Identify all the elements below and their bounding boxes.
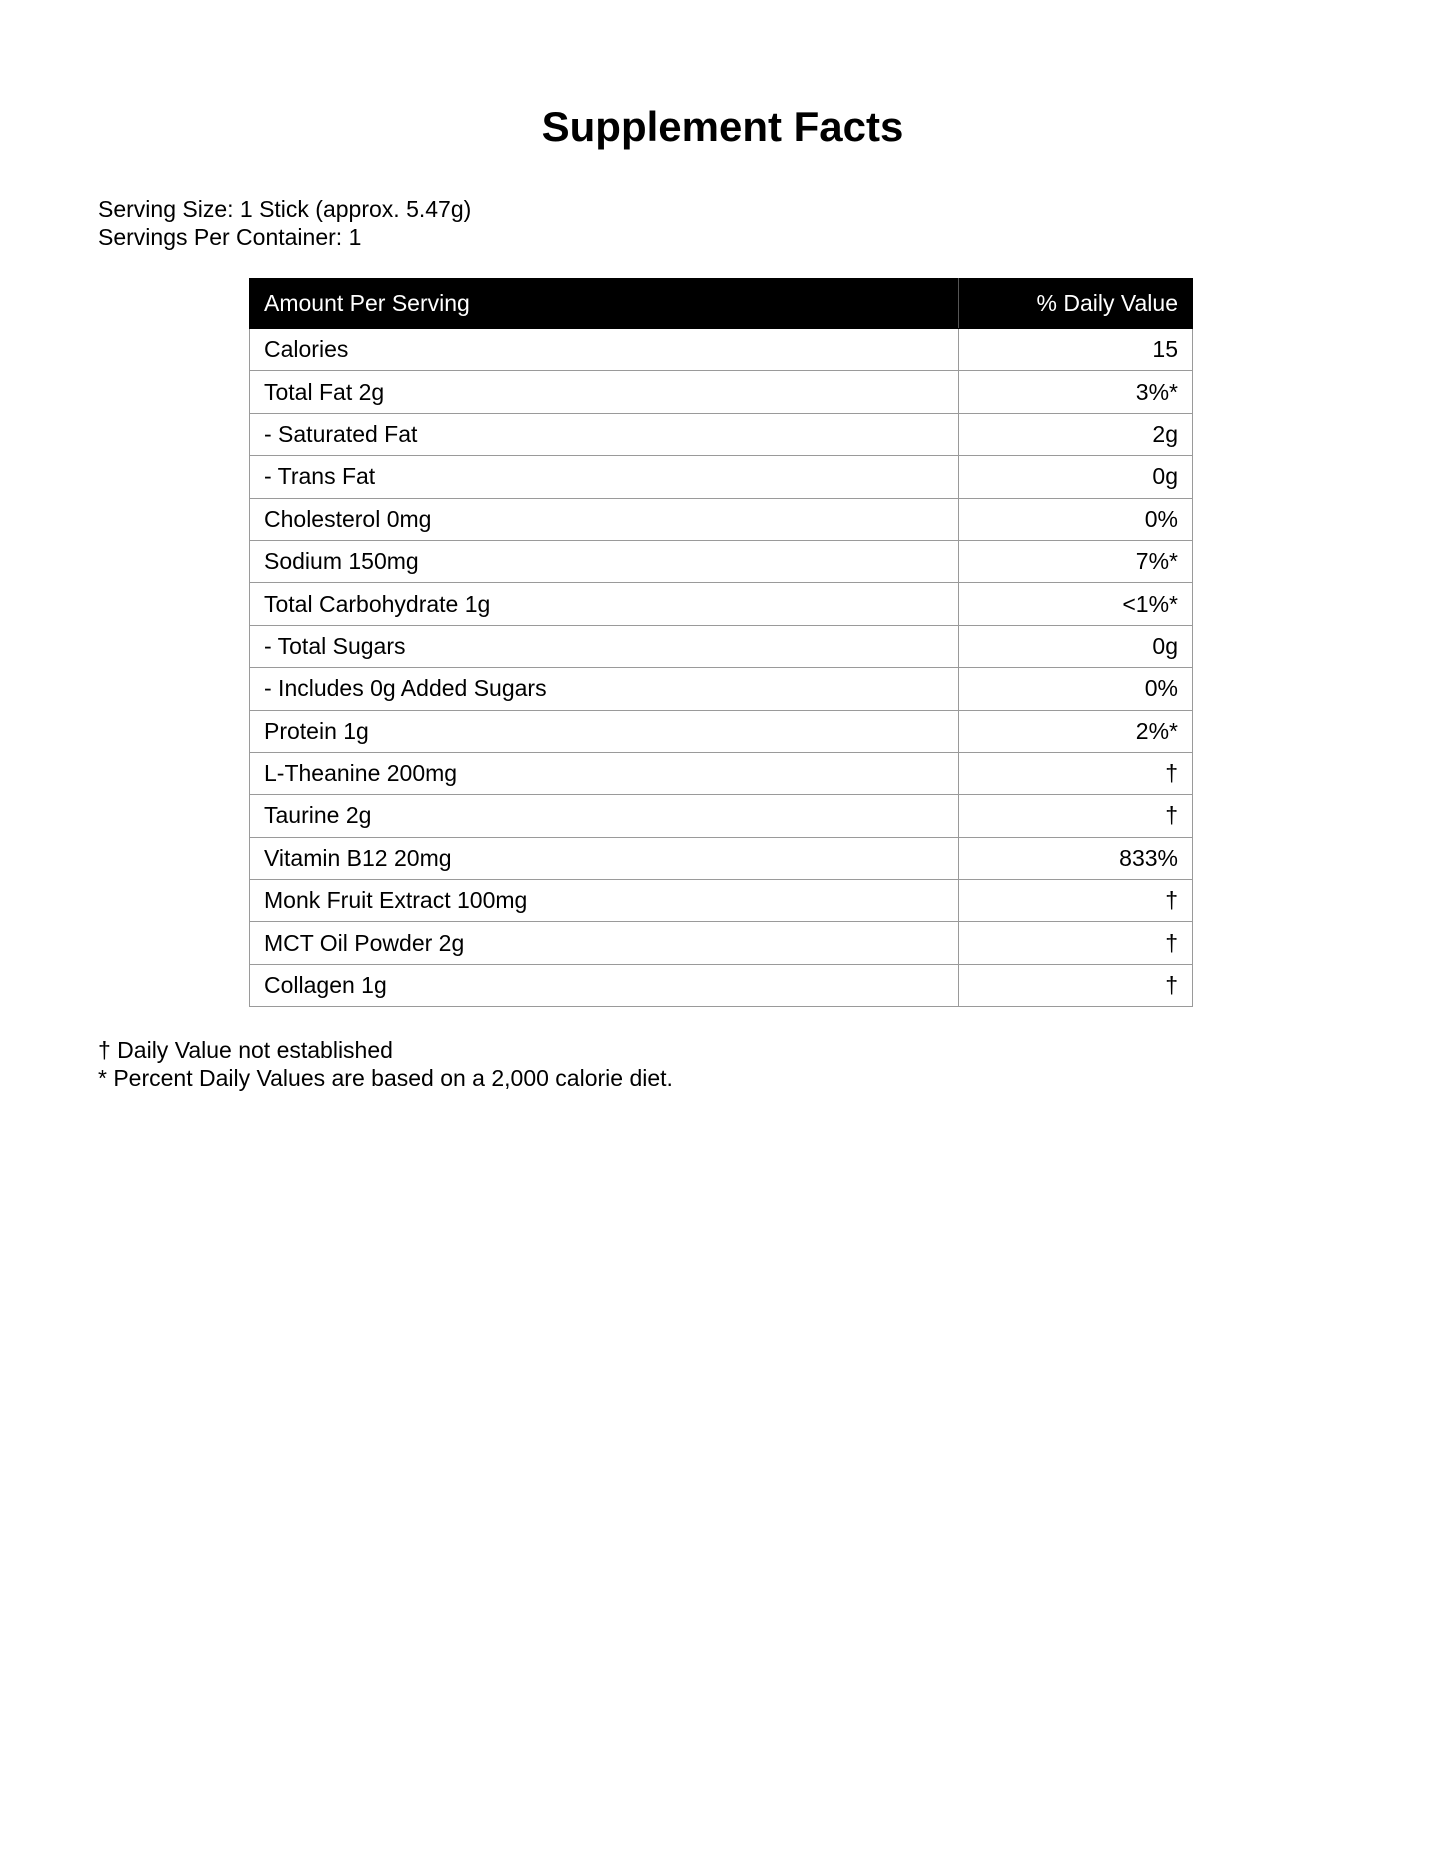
- header-amount-per-serving: Amount Per Serving: [250, 279, 959, 329]
- nutrient-name: Calories: [250, 329, 959, 371]
- nutrient-daily-value: †: [959, 880, 1193, 922]
- nutrient-name: Sodium 150mg: [250, 540, 959, 582]
- nutrient-daily-value: †: [959, 752, 1193, 794]
- nutrient-daily-value: †: [959, 964, 1193, 1006]
- table-row: [250, 837, 1193, 879]
- nutrient-daily-value: 7%*: [959, 540, 1193, 582]
- nutrient-name: Collagen 1g: [250, 964, 959, 1006]
- footnote-dagger: † Daily Value not established: [98, 1037, 393, 1063]
- table-row: [250, 795, 1193, 837]
- table-row: [250, 498, 1193, 540]
- nutrient-daily-value: 0%: [959, 498, 1193, 540]
- nutrient-daily-value: 15: [959, 329, 1193, 371]
- page-title: Supplement Facts: [541, 103, 904, 150]
- nutrient-name: - Includes 0g Added Sugars: [250, 668, 959, 710]
- footnotes: [98, 1036, 673, 1092]
- nutrient-daily-value: 833%: [959, 837, 1193, 879]
- table-row: [250, 880, 1193, 922]
- table-row: [250, 964, 1193, 1006]
- serving-size: Serving Size: 1 Stick (approx. 5.47g): [98, 196, 472, 222]
- nutrient-name: - Total Sugars: [250, 625, 959, 667]
- nutrient-name: MCT Oil Powder 2g: [250, 922, 959, 964]
- servings-per-container: Servings Per Container: 1: [98, 224, 362, 250]
- nutrient-daily-value: 2%*: [959, 710, 1193, 752]
- nutrient-daily-value: †: [959, 795, 1193, 837]
- table-header-row: [250, 279, 1193, 329]
- nutrient-daily-value: 0%: [959, 668, 1193, 710]
- footnote-asterisk: * Percent Daily Values are based on a 2,000 calorie diet.: [98, 1065, 673, 1091]
- nutrient-daily-value: 0g: [959, 456, 1193, 498]
- nutrient-name: Protein 1g: [250, 710, 959, 752]
- table-row: [250, 752, 1193, 794]
- nutrient-name: L-Theanine 200mg: [250, 752, 959, 794]
- nutrient-daily-value: †: [959, 922, 1193, 964]
- table-row: [250, 583, 1193, 625]
- nutrient-daily-value: 3%*: [959, 371, 1193, 413]
- table-row: [250, 668, 1193, 710]
- serving-info: [98, 195, 471, 251]
- header-daily-value: % Daily Value: [959, 279, 1193, 329]
- supplement-facts-table: [249, 278, 1193, 1007]
- table-row: [250, 371, 1193, 413]
- nutrient-name: Monk Fruit Extract 100mg: [250, 880, 959, 922]
- nutrient-daily-value: 0g: [959, 625, 1193, 667]
- nutrient-daily-value: 2g: [959, 413, 1193, 455]
- table-body: [250, 329, 1193, 1007]
- nutrient-name: Taurine 2g: [250, 795, 959, 837]
- nutrient-name: - Saturated Fat: [250, 413, 959, 455]
- nutrient-name: Total Carbohydrate 1g: [250, 583, 959, 625]
- nutrient-name: Cholesterol 0mg: [250, 498, 959, 540]
- table-row: [250, 329, 1193, 371]
- table-row: [250, 625, 1193, 667]
- nutrient-name: Total Fat 2g: [250, 371, 959, 413]
- table-row: [250, 710, 1193, 752]
- table-row: [250, 413, 1193, 455]
- table-row: [250, 456, 1193, 498]
- nutrient-name: - Trans Fat: [250, 456, 959, 498]
- nutrient-name: Vitamin B12 20mg: [250, 837, 959, 879]
- table-row: [250, 540, 1193, 582]
- table-row: [250, 922, 1193, 964]
- nutrient-daily-value: <1%*: [959, 583, 1193, 625]
